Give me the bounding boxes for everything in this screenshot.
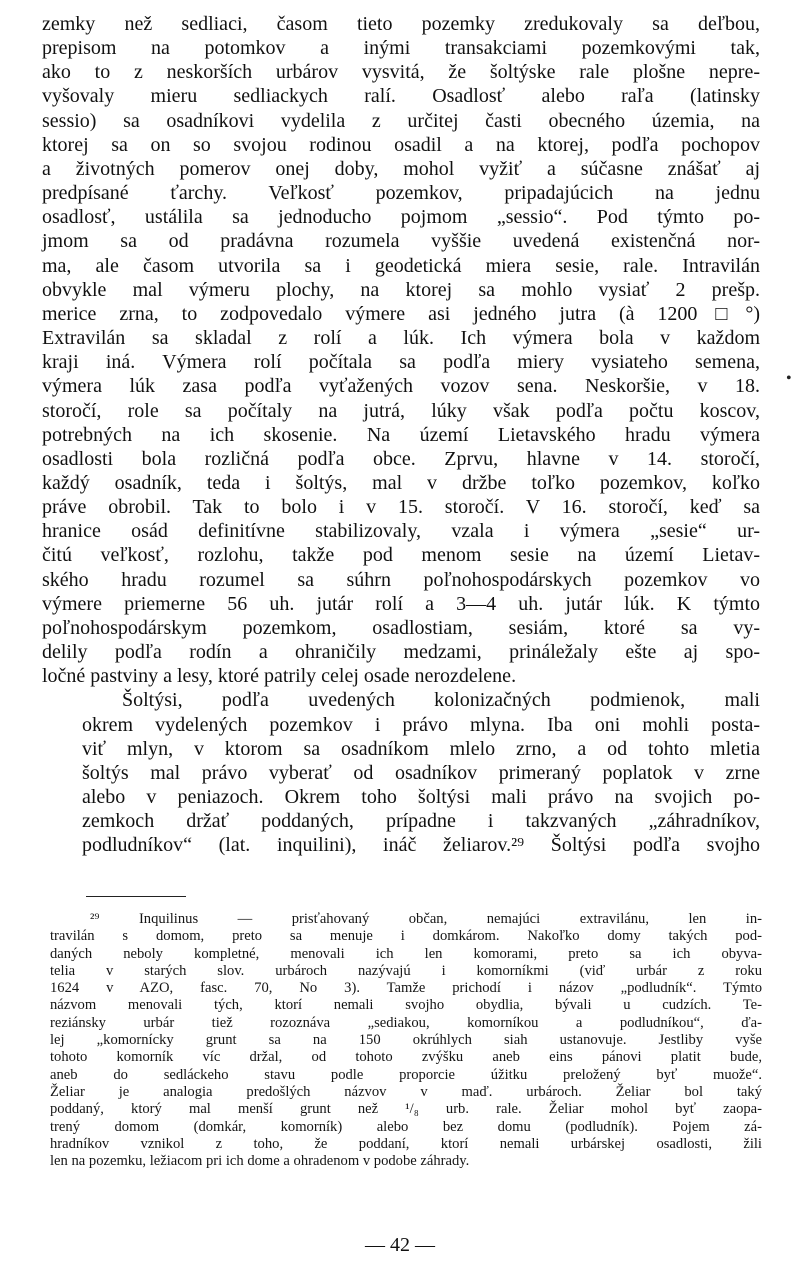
text-line: hranice osád definitívne stabilizovaly, vzala i výmera „sesie“ ur- [42,520,760,543]
text-line: každý osadník, teda i šoltýs, mal v držbe toľko pozemkov, koľko [42,471,760,494]
text-line: kraji iná. Výmera rolí počítala sa podľa miery vysiateho semena, [42,351,760,374]
text-line: obvykle mal výmeru plochy, na ktorej sa mohlo vysiať 2 prešp. [42,278,760,301]
text-line: reziánsky urbár tiež rozoznáva „sediakou, komorníkou a podludníkou“, ďa- [50,1014,762,1031]
text-line: osadlosť, ustálila sa jednoducho pojmom „sessio“. Pod týmto po- [42,206,760,229]
text-line: ločné pastviny a lesy, ktoré patrily celej osade nerozdelene. [42,665,517,688]
footnote-rule [86,896,186,897]
text-line: práve obrobil. Tak to bolo i v 15. storočí. V 16. storočí, keď sa [42,496,760,519]
text-line: merice zrna, to zodpovedalo výmere asi jedného jutra (à 1200□°) [42,302,760,325]
text-line: Šoltýsi, podľa uvedených kolonizačných podmienok, mali [122,689,760,712]
text-line: ma, ale časom utvorila sa i geodetická miera sesie, rale. Intravilán [42,254,760,277]
text-line: trený domom (domkár, komorník) alebo bez domu (podludník). Pojem zá- [50,1118,762,1135]
text-line: zemkoch držať poddaných, prípadne i takzvaných „záhradníkov, [82,810,760,833]
text-line: výmere priemerne 56 uh. jutár rolí a 3—4 uh. jutár lúk. K týmto [42,592,760,615]
text-line: predpísané ťarchy. Veľkosť pozemkov, pripadajúcich na jednu [42,182,760,205]
text-line: poddaný, ktorý mal menší grunt než ¹/₈ urb. rale. Želiar mohol byť zaopa- [50,1101,762,1118]
text-line: jmom sa od pradávna rozumela vyššie uvedená existenčná nor- [42,230,760,253]
text-line: zemky než sedliaci, časom tieto pozemky zredukovaly sa deľbou, [42,13,760,35]
text-line: ako to z neskorších urbárov vysvitá, že šoltýske rale plošne nepre- [42,61,760,84]
text-line: aneb do sedláckeho stavu podle proporcie úžitku preložený byť muože“. [50,1066,762,1083]
text-line: ského hradu rozumel sa súhrn poľnohospodárskych pozemkov vo [42,568,760,591]
text-line: potrebných na ich skosenie. Na území Lietavského hradu výmera [42,423,760,446]
footnote-29 [50,911,762,1170]
text-line: lej „komornícky grunt sa na 150 okrúhlych siah ustanovuje. Jestliby vyše [50,1032,762,1049]
text-line: okrem vydelených pozemkov i právo mlyna. Iba oni mohli posta- [82,713,760,736]
second-paragraph [42,688,760,857]
text-line: čitú veľkosť, rozlohu, takže pod menom sesie na území Lietav- [42,544,760,567]
text-line: sessio) sa osadníkovi vydelila z určitej časti obecného územia, na [42,109,760,132]
text-line: výmera lúk zasa podľa vyťažených vozov sena. Neskoršie, v 18. [42,375,760,398]
text-line: ktorej sa on so svojou rodinou osadil a na ktorej, podľa pochopov [42,133,760,156]
text-line: alebo v peniazoch. Okrem toho šoltýsi mali právo na svojich po- [82,786,760,808]
text-line: prepisom na potomkov a inými transakciami pozemkovými tak, [42,37,760,60]
text-line: Extravilán sa skladal z rolí a lúk. Ich výmera bola v každom [42,327,760,350]
text-line: hradníkov vznikol z toho, že poddaní, ktorí nemali urbárskej osadlosti, žili [50,1135,762,1152]
text-line: osadlosti bola rozličná podľa obce. Zprvu, hlavne v 14. storočí, [42,447,760,470]
page-number: — 42 — [365,1234,435,1256]
text-line: Želiar je analogia predošlých názvov v maď. urbároch. Želiar bol taký [50,1083,762,1100]
text-line: ²⁹ Inquilinus — prisťahovaný občan, nemajúci extravilánu, len in- [90,911,762,927]
text-line: telia v starých slov. urbároch nazývajú i komorníkmi (viď urbár z roku [50,962,762,979]
text-line: tohoto komorník víc držal, od tohoto zvýšku aneb eins pánovi platit bude, [50,1049,762,1066]
text-line: vyšovaly mieru sedliackych ralí. Osadlosť alebo raľa (latinsky [42,85,760,108]
text-line: šoltýs mal právo vyberať od osadníkov primeraný poplatok v zrne [82,761,760,784]
text-line: a životných pomerov onej doby, mohol vyžiť a súčasne znášať aj [42,157,760,180]
text-line: názvom menovali tých, ktorí nemali svojho obydlia, bývali u cudzích. Te- [50,997,762,1014]
text-line: poľnohospodárskym pozemkom, osadlostiam, sesiám, ktoré sa vy- [42,616,760,639]
text-line: len na pozemku, ležiacom pri ich dome a ohradenom v podobe záhrady. [50,1153,470,1170]
text-line: podludníkov“ (lat. inquilini), ináč želiarov.²⁹ Šoltýsi podľa svojho [82,834,760,857]
text-line: 1624 v AZO, fasc. 70, No 3). Tamže prichodí i názov „podludník“. Týmto [50,980,762,997]
text-line: viť mlyn, v ktorom sa osadníkom mlelo zrno, a od tohto mletia [82,737,760,760]
text-line: travilán s domom, preto sa menuje i domkárom. Nakoľko domy takých pod- [50,928,762,945]
margin-mark: • [786,370,792,387]
main-paragraph [42,12,760,688]
text-line: delily podľa rodín a ohraničily medzami, prináležaly ešte aj spo- [42,641,760,664]
text-line: storočí, role sa počítaly na jutrá, lúky však podľa počtu koscov, [42,399,760,422]
text-line: daných neboly kompletné, menovali ich len komorami, preto sa ich obyva- [50,945,762,962]
